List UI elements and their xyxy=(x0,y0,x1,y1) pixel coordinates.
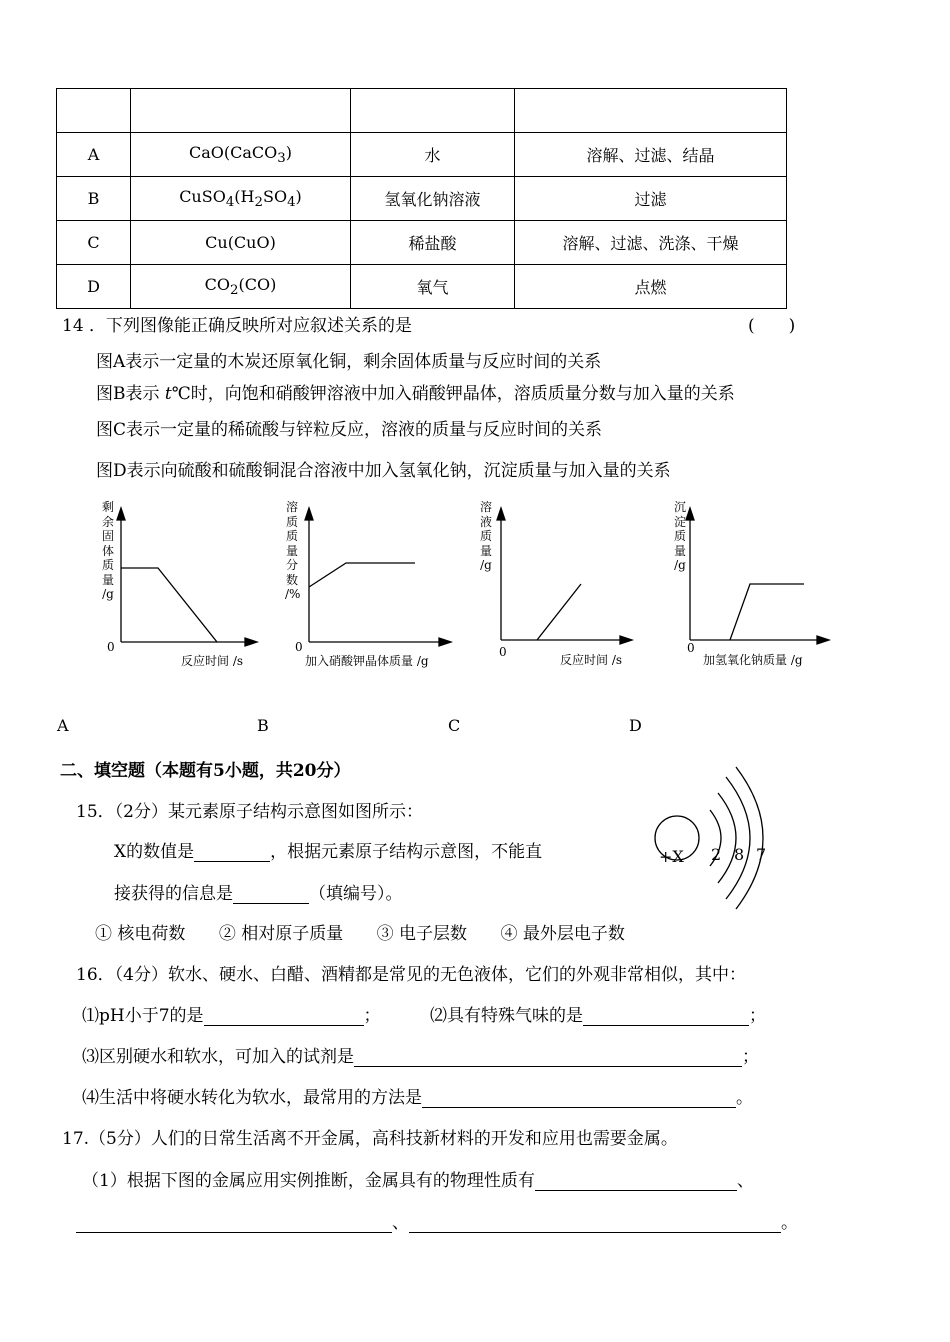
answer-blank[interactable] xyxy=(76,1214,392,1233)
ylabel-char: /g xyxy=(674,558,686,572)
table-row xyxy=(57,265,787,309)
ylabel-char: 质 xyxy=(673,529,686,543)
q14-b-post: ℃时，向饱和硝酸钾溶液中加入硝酸钾晶体，溶质质量分数与加入量的关系 xyxy=(171,384,735,404)
q14-b-pre: 图B表示 xyxy=(96,384,165,404)
ylabel-char: 液 xyxy=(479,514,492,529)
chart-d-ylabel xyxy=(673,500,687,573)
chart-d-letter: D xyxy=(629,716,642,735)
shell-electron-count: 8 xyxy=(734,845,745,864)
answer-blank[interactable] xyxy=(422,1089,736,1108)
shell-electron-count: 7 xyxy=(756,845,767,864)
q15-line1-pre: X的数值是 xyxy=(114,842,195,862)
q14-graphs xyxy=(0,490,950,690)
ylabel-char: 剩 xyxy=(101,500,114,514)
q17-part1-end: 、 xyxy=(736,1171,754,1191)
chart-b-line xyxy=(309,563,415,587)
q14-option-b xyxy=(96,379,735,404)
chart-a-letter: A xyxy=(57,716,69,735)
ylabel-char: 量 xyxy=(285,543,298,558)
q16-part1-end: ； xyxy=(363,1006,381,1026)
row-method: 点燃 xyxy=(515,265,787,309)
row-label: A xyxy=(57,133,131,177)
header-cell xyxy=(351,89,515,133)
q14-option-c: 图C表示一定量的稀硫酸与锌粒反应，溶液的质量与反应时间的关系 xyxy=(96,420,603,440)
q15-option: ④ 最外层电子数 xyxy=(500,924,625,944)
q16-part2-text: ⑵具有特殊气味的是 xyxy=(430,1006,583,1026)
chart-d-y-arrow xyxy=(686,508,694,520)
options-table xyxy=(56,88,787,309)
table-row xyxy=(57,133,787,177)
answer-blank[interactable] xyxy=(204,1007,364,1026)
ylabel-char: /% xyxy=(285,587,301,601)
q17-part1 xyxy=(82,1166,754,1191)
q16-part4-text: ⑷生活中将硬水转化为软水，最常用的方法是 xyxy=(82,1088,422,1108)
ylabel-char: 溶 xyxy=(479,500,492,514)
q16-stem: 16．（4分）软水、硬水、白醋、酒精都是常见的无色液体，它们的外观非常相似，其中： xyxy=(76,965,746,985)
ylabel-char: 质 xyxy=(285,514,298,529)
nucleus-label: +X xyxy=(659,847,684,866)
ylabel-char: /g xyxy=(102,587,114,601)
header-cell xyxy=(57,89,131,133)
answer-bracket[interactable]: ( ) xyxy=(748,316,796,336)
q16-part4 xyxy=(82,1083,753,1108)
q14-option-d: 图D表示向硫酸和硫酸铜混合溶液中加入氢氧化钠，沉淀质量与加入量的关系 xyxy=(96,461,671,481)
table-header-row xyxy=(57,89,787,133)
q14-b-t: t xyxy=(164,384,172,404)
q16-part1-text: ⑴pH小于7的是 xyxy=(82,1006,204,1026)
q17-part2-mid: 、 xyxy=(392,1213,409,1233)
ylabel-char: 体 xyxy=(101,543,114,558)
row-label: C xyxy=(57,221,131,265)
row-reagent: 稀盐酸 xyxy=(351,221,515,265)
q16-part3-text: ⑶区别硬水和软水，可加入的试剂是 xyxy=(82,1047,354,1067)
q16-part2-end: ； xyxy=(749,1006,766,1026)
electron-shell-3 xyxy=(726,777,750,899)
chart-c-line xyxy=(537,584,581,640)
answer-blank[interactable] xyxy=(194,843,270,862)
ylabel-char: 质 xyxy=(479,529,492,543)
q15-line1-post: ，根据元素原子结构示意图，不能直 xyxy=(270,842,543,862)
ylabel-char: 固 xyxy=(101,529,114,543)
chart-d-x-arrow xyxy=(817,636,829,644)
q15-line1 xyxy=(114,837,542,862)
ylabel-char: 量 xyxy=(673,543,686,558)
q15-stem: 15．（2分）某元素原子结构示意图如图所示： xyxy=(76,802,423,822)
q15-line2 xyxy=(114,879,403,904)
table-row xyxy=(57,177,787,221)
chart-a-ylabel xyxy=(101,500,115,602)
chart-d-line xyxy=(730,584,804,640)
q16-part2 xyxy=(430,1001,766,1026)
answer-blank[interactable] xyxy=(233,885,309,904)
chart-b-xlabel: 加入硝酸钾晶体质量 /g xyxy=(305,654,429,668)
row-reagent: 水 xyxy=(351,133,515,177)
q15-options xyxy=(95,919,625,944)
ylabel-char: 质 xyxy=(101,558,114,572)
q16-part1 xyxy=(82,1001,381,1026)
chart-a-line xyxy=(121,568,217,642)
q17-stem: 17.（5分）人们的日常生活离不开金属，高科技新材料的开发和应用也需要金属。 xyxy=(62,1129,678,1149)
answer-blank[interactable] xyxy=(354,1048,742,1067)
q15-option: ② 相对原子质量 xyxy=(218,924,344,944)
q17-part1-text: （1）根据下图的金属应用实例推断，金属具有的物理性质有 xyxy=(82,1171,535,1191)
ylabel-char: 分 xyxy=(285,558,298,572)
answer-blank[interactable] xyxy=(535,1172,737,1191)
chart-b-origin: 0 xyxy=(295,640,303,654)
row-substance: CaO(CaCO$_3$) xyxy=(131,133,351,177)
q17-part2 xyxy=(76,1208,798,1233)
chart-b-ylabel xyxy=(285,500,299,602)
chart-b-x-arrow xyxy=(439,638,451,646)
row-method: 过滤 xyxy=(515,177,787,221)
q15-option: ① 核电荷数 xyxy=(95,924,186,944)
header-cell xyxy=(131,89,351,133)
table-row xyxy=(57,221,787,265)
row-method: 溶解、过滤、洗涤、干燥 xyxy=(515,221,787,265)
shell-electron-count: 2 xyxy=(711,845,722,864)
chart-a-origin: 0 xyxy=(107,640,115,654)
chart-c-x-arrow xyxy=(620,636,632,644)
row-substance: $CO_2(CO)$ xyxy=(131,265,351,309)
q14-option-a: 图A表示一定量的木炭还原氧化铜，剩余固体质量与反应时间的关系 xyxy=(96,352,602,372)
atom-structure-diagram xyxy=(640,765,780,915)
row-method: 溶解、过滤、结晶 xyxy=(515,133,787,177)
q15-line2-post: （填编号）。 xyxy=(309,884,403,904)
q16-part3 xyxy=(82,1042,759,1067)
q16-part4-end: 。 xyxy=(736,1088,753,1108)
chart-c-y-arrow xyxy=(497,508,505,520)
q14-stem: 14 ．下列图像能正确反映所对应叙述关系的是 xyxy=(62,316,413,336)
chart-a-y-arrow xyxy=(117,508,125,520)
row-label: D xyxy=(57,265,131,309)
chart-c-letter: C xyxy=(448,716,461,735)
header-cell xyxy=(515,89,787,133)
ylabel-char: 淀 xyxy=(673,514,686,529)
row-label: B xyxy=(57,177,131,221)
row-substance: $CuSO_4(H_2SO_4)$ xyxy=(131,177,351,221)
section-title: 二、填空题（本题有5小题，共20分） xyxy=(60,761,351,781)
chart-a-xlabel: 反应时间 /s xyxy=(181,654,244,668)
chart-a-x-arrow xyxy=(245,638,257,646)
q17-part2-end: 。 xyxy=(781,1213,798,1233)
ylabel-char: 量 xyxy=(101,572,114,587)
q16-part3-end: ； xyxy=(742,1047,759,1067)
chart-c-xlabel: 反应时间 /s xyxy=(560,653,623,667)
chart-b-letter: B xyxy=(257,716,269,735)
ylabel-char: 质 xyxy=(285,529,298,543)
ylabel-char: 量 xyxy=(479,543,492,558)
ylabel-char: 余 xyxy=(101,514,114,529)
ylabel-char: 沉 xyxy=(673,500,686,514)
chart-b-y-arrow xyxy=(305,508,313,520)
chart-c-ylabel xyxy=(479,500,493,573)
q15-line2-pre: 接获得的信息是 xyxy=(114,884,233,904)
q15-option: ③ 电子层数 xyxy=(376,924,468,944)
row-reagent: 氢氧化钠溶液 xyxy=(351,177,515,221)
chart-c-origin: 0 xyxy=(499,645,507,659)
chart-d-origin: 0 xyxy=(687,641,695,655)
chart-d-xlabel: 加氢氧化钠质量 /g xyxy=(703,653,803,667)
answer-blank[interactable] xyxy=(409,1214,781,1233)
ylabel-char: 溶 xyxy=(285,500,298,514)
ylabel-char: /g xyxy=(480,558,492,572)
row-reagent: 氧气 xyxy=(351,265,515,309)
row-substance: Cu(CuO) xyxy=(131,221,351,265)
answer-blank[interactable] xyxy=(583,1007,749,1026)
ylabel-char: 数 xyxy=(285,572,298,587)
